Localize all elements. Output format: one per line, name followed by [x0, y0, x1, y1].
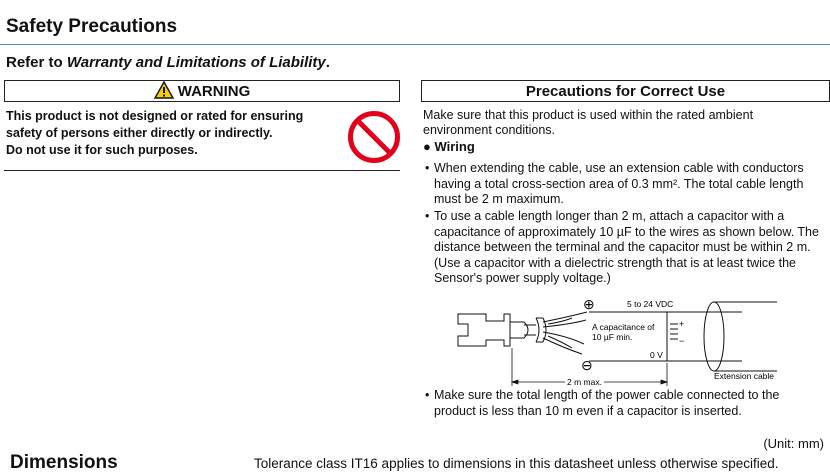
capacitor-plus-label: +: [679, 319, 685, 329]
warning-line: Do not use it for such purposes.: [6, 143, 198, 157]
extension-cable-label: Extension cable: [714, 371, 775, 381]
refer-prefix: Refer to: [6, 54, 67, 71]
unit-note: (Unit: mm): [763, 436, 824, 451]
wiring-bullet-extension: • When extending the cable, use an extension cable with conductors having a total cross-section area of 0.3 mm². The total cable length must be 2 m maximum.: [425, 161, 821, 208]
plus-terminal-symbol: ⊕: [583, 296, 595, 312]
voltage-label: 5 to 24 VDC: [627, 299, 674, 309]
page-title: Safety Precautions: [6, 16, 178, 37]
capacitance-label-line2: 10 µF min.: [592, 332, 633, 342]
wire-bundle: [543, 312, 587, 354]
wiring-diagram: [452, 296, 792, 388]
warning-triangle-icon: [154, 81, 174, 99]
length-label: 2 m max.: [567, 377, 602, 387]
warning-heading: WARNING: [177, 83, 251, 100]
warning-bottom-rule: [4, 170, 400, 171]
wiring-bullet-total-length: • Make sure the total length of the power cable connected to the product is less than 10 m even if a capacitor is inserted.: [425, 388, 821, 419]
minus-terminal-symbol: ⊖: [581, 357, 593, 373]
warning-line: safety of persons either directly or indirectly.: [6, 126, 273, 140]
precautions-intro: Make sure that this product is used within the rated ambient environment conditions.: [423, 108, 754, 137]
wiring-bullet-capacitor: • To use a cable length longer than 2 m, attach a capacitor with a capacitance of approximately 10 µF to the wires as shown below. The distance between the terminal and the capacitor must be within 2 m. (Use a capacitor with a dielectric strength that is at least twice the Sensor's power supply voltage.): [425, 209, 821, 287]
precautions-header: Precautions for Correct Use: [421, 80, 830, 102]
dimensions-heading: Dimensions: [10, 452, 118, 473]
refer-statement: [6, 54, 330, 71]
warning-text: [6, 108, 336, 159]
prohibition-icon: [347, 110, 401, 169]
tolerance-note: Tolerance class IT16 applies to dimensions in this datasheet unless otherwise specified.: [254, 456, 779, 471]
wiring-heading: [423, 139, 475, 154]
refer-link-text: Warranty and Limitations of Liability: [66, 54, 326, 71]
connector-drawing: [458, 314, 536, 346]
capacitance-label-line1: A capacitance of: [592, 322, 655, 332]
warning-header: [4, 80, 400, 102]
refer-suffix: .: [325, 54, 330, 71]
capacitor-symbol: [670, 324, 678, 339]
filled-circle-icon: ●: [423, 139, 435, 154]
wiring-heading-label: Wiring: [434, 139, 475, 154]
title-divider: [0, 44, 830, 45]
zero-volt-label: 0 V: [650, 350, 663, 360]
capacitor-minus-label: −: [679, 336, 685, 346]
warning-line: This product is not designed or rated for ensuring: [6, 109, 304, 123]
